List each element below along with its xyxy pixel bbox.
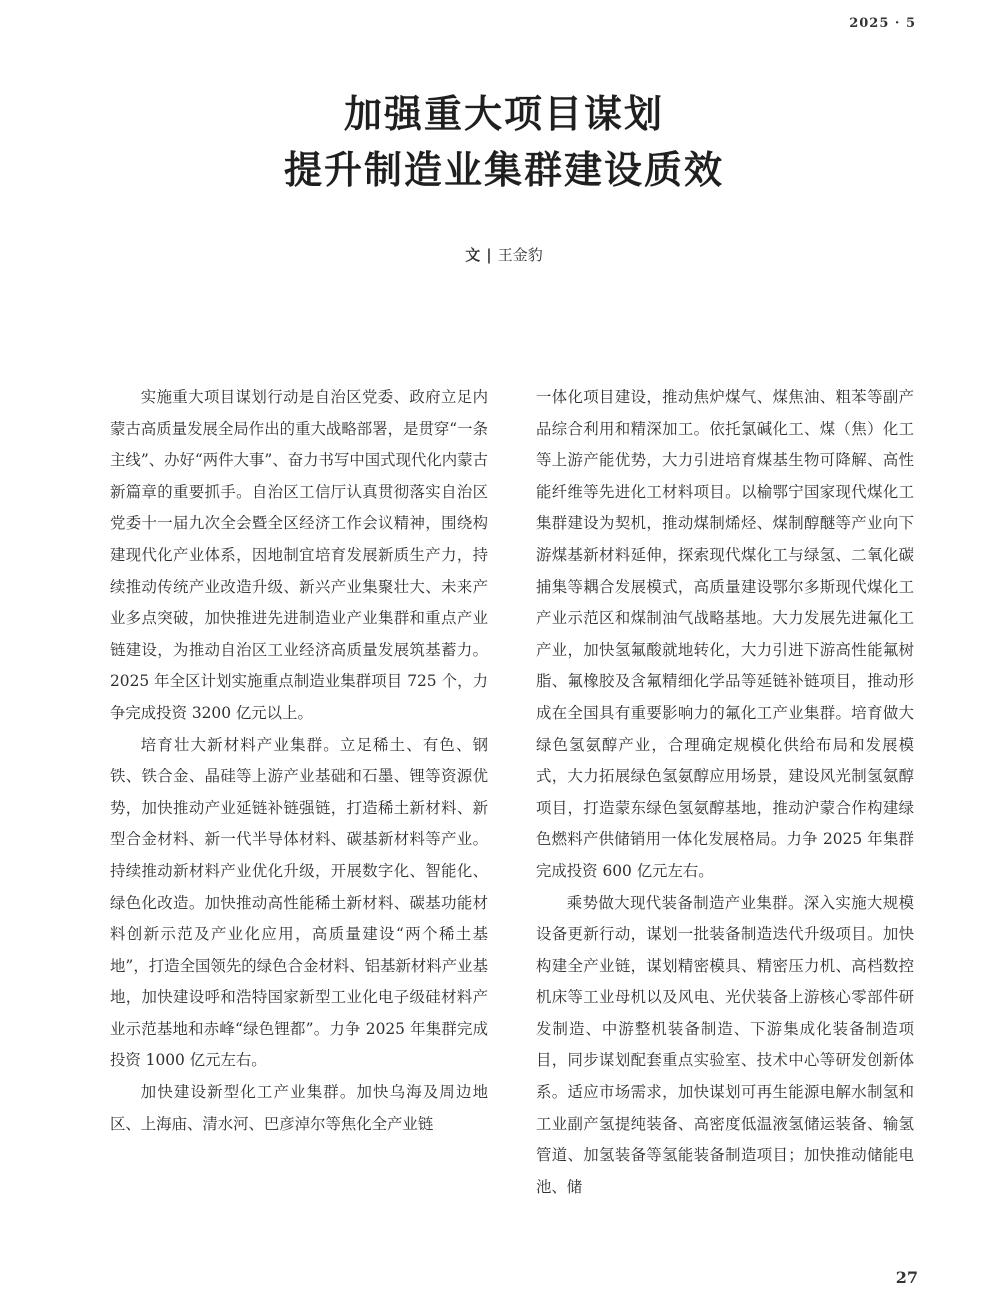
title-line-1: 加强重大项目谋划	[343, 92, 664, 136]
title-line-2: 提升制造业集群建设质效	[283, 148, 724, 192]
paragraph: 乘势做大现代装备制造产业集群。深入实施大规模设备更新行动，谋划一批装备制造迭代升级项目。加快构建全产业链，谋划精密模具、精密压力机、高档数控机床等工业母机以及风电、光伏装备上游核心零部件研发制造、中游整机装备制造、下游集成化装备制造项目，同步谋划配套重点实验室、技术中心等研发创新体系。适应市场需求，加快谋划可再生能源电解水制氢和工业副产氢提纯装备、高密度低温液氢储运装备、输氢管道、加氢装备等氢能装备制造项目；加快推动储能电池、储	[536, 893, 914, 1196]
paragraph: 实施重大项目谋划行动是自治区党委、政府立足内蒙古高质量发展全局作出的重大战略部署，是贯穿“一条主线”、办好“两件大事”、奋力书写中国式现代化内蒙古新篇章的重要抓手。自治区工信厅认真贯彻落实自治区党委十一届九次全会暨全区经济工作会议精神，围绕构建现代化产业体系，因地制宜培育发展新质生产力，持续推动传统产业改造升级、新兴产业集聚壮大、未来产业多点突破，加快推进先进制造业产业集群和重点产业链建设，为推动自治区工业经济高质量发展筑基蓄力。2025 年全区计划实施重点制造业集群项目 725 个，力争完成投资 3200 亿元以上。	[110, 388, 488, 722]
paragraph: 加快建设新型化工产业集群。加快乌海及周边地区、上海庙、清水河、巴彦淖尔等焦化全产业链	[110, 1083, 488, 1133]
paragraph: 培育壮大新材料产业集群。立足稀土、有色、钢铁、铁合金、晶硅等上游产业基础和石墨、锂等资源优势，加快推动产业延链补链强链，打造稀土新材料、新型合金材料、新一代半导体材料、碳基新材料等产业。持续推动新材料产业优化升级，开展数字化、智能化、绿色化改造。加快推动高性能稀土新材料、碳基功能材料创新示范及产业化应用，高质量建设“两个稀土基地”，打造全国领先的绿色合金材料、铝基新材料产业基地，加快建设呼和浩特国家新型工业化电子级硅材料产业示范基地和赤峰“绿色锂都”。力争 2025 年集群完成投资 1000 亿元左右。	[110, 735, 488, 1070]
author-name: 王金豹	[497, 246, 543, 264]
byline	[0, 244, 1008, 265]
article-title	[0, 86, 1008, 198]
issue-number: 2025 · 5	[849, 16, 916, 31]
page-number: 27	[895, 1268, 918, 1287]
byline-separator: |	[486, 246, 492, 264]
left-column	[110, 382, 488, 1140]
paragraph-continued: 一体化项目建设，推动焦炉煤气、煤焦油、粗苯等副产品综合利用和精深加工。依托氯碱化工、煤（焦）化工等上游产能优势，大力引进培育煤基生物可降解、高性能纤维等先进化工材料项目。以榆鄂宁国家现代煤化工集群建设为契机，推动煤制烯烃、煤制醇醚等产业向下游煤基新材料延伸，探索现代煤化工与绿氢、二氧化碳捕集等耦合发展模式，高质量建设鄂尔多斯现代煤化工产业示范区和煤制油气战略基地。大力发展先进氟化工产业，加快氢氟酸就地转化，大力引进下游高性能氟树脂、氟橡胶及含氟精细化学品等延链补链项目，推动形成在全国具有重要影响力的氟化工产业集群。培育做大绿色氢氨醇产业，合理确定规模化供给布局和发展模式，大力拓展绿色氢氨醇应用场景，建设风光制氢氨醇项目，打造蒙东绿色氢氨醇基地，推动沪蒙合作构建绿色燃料产供储销用一体化发展格局。力争 2025 年集群完成投资 600 亿元左右。	[536, 388, 914, 880]
byline-label: 文	[465, 246, 481, 264]
right-column	[536, 382, 914, 1203]
